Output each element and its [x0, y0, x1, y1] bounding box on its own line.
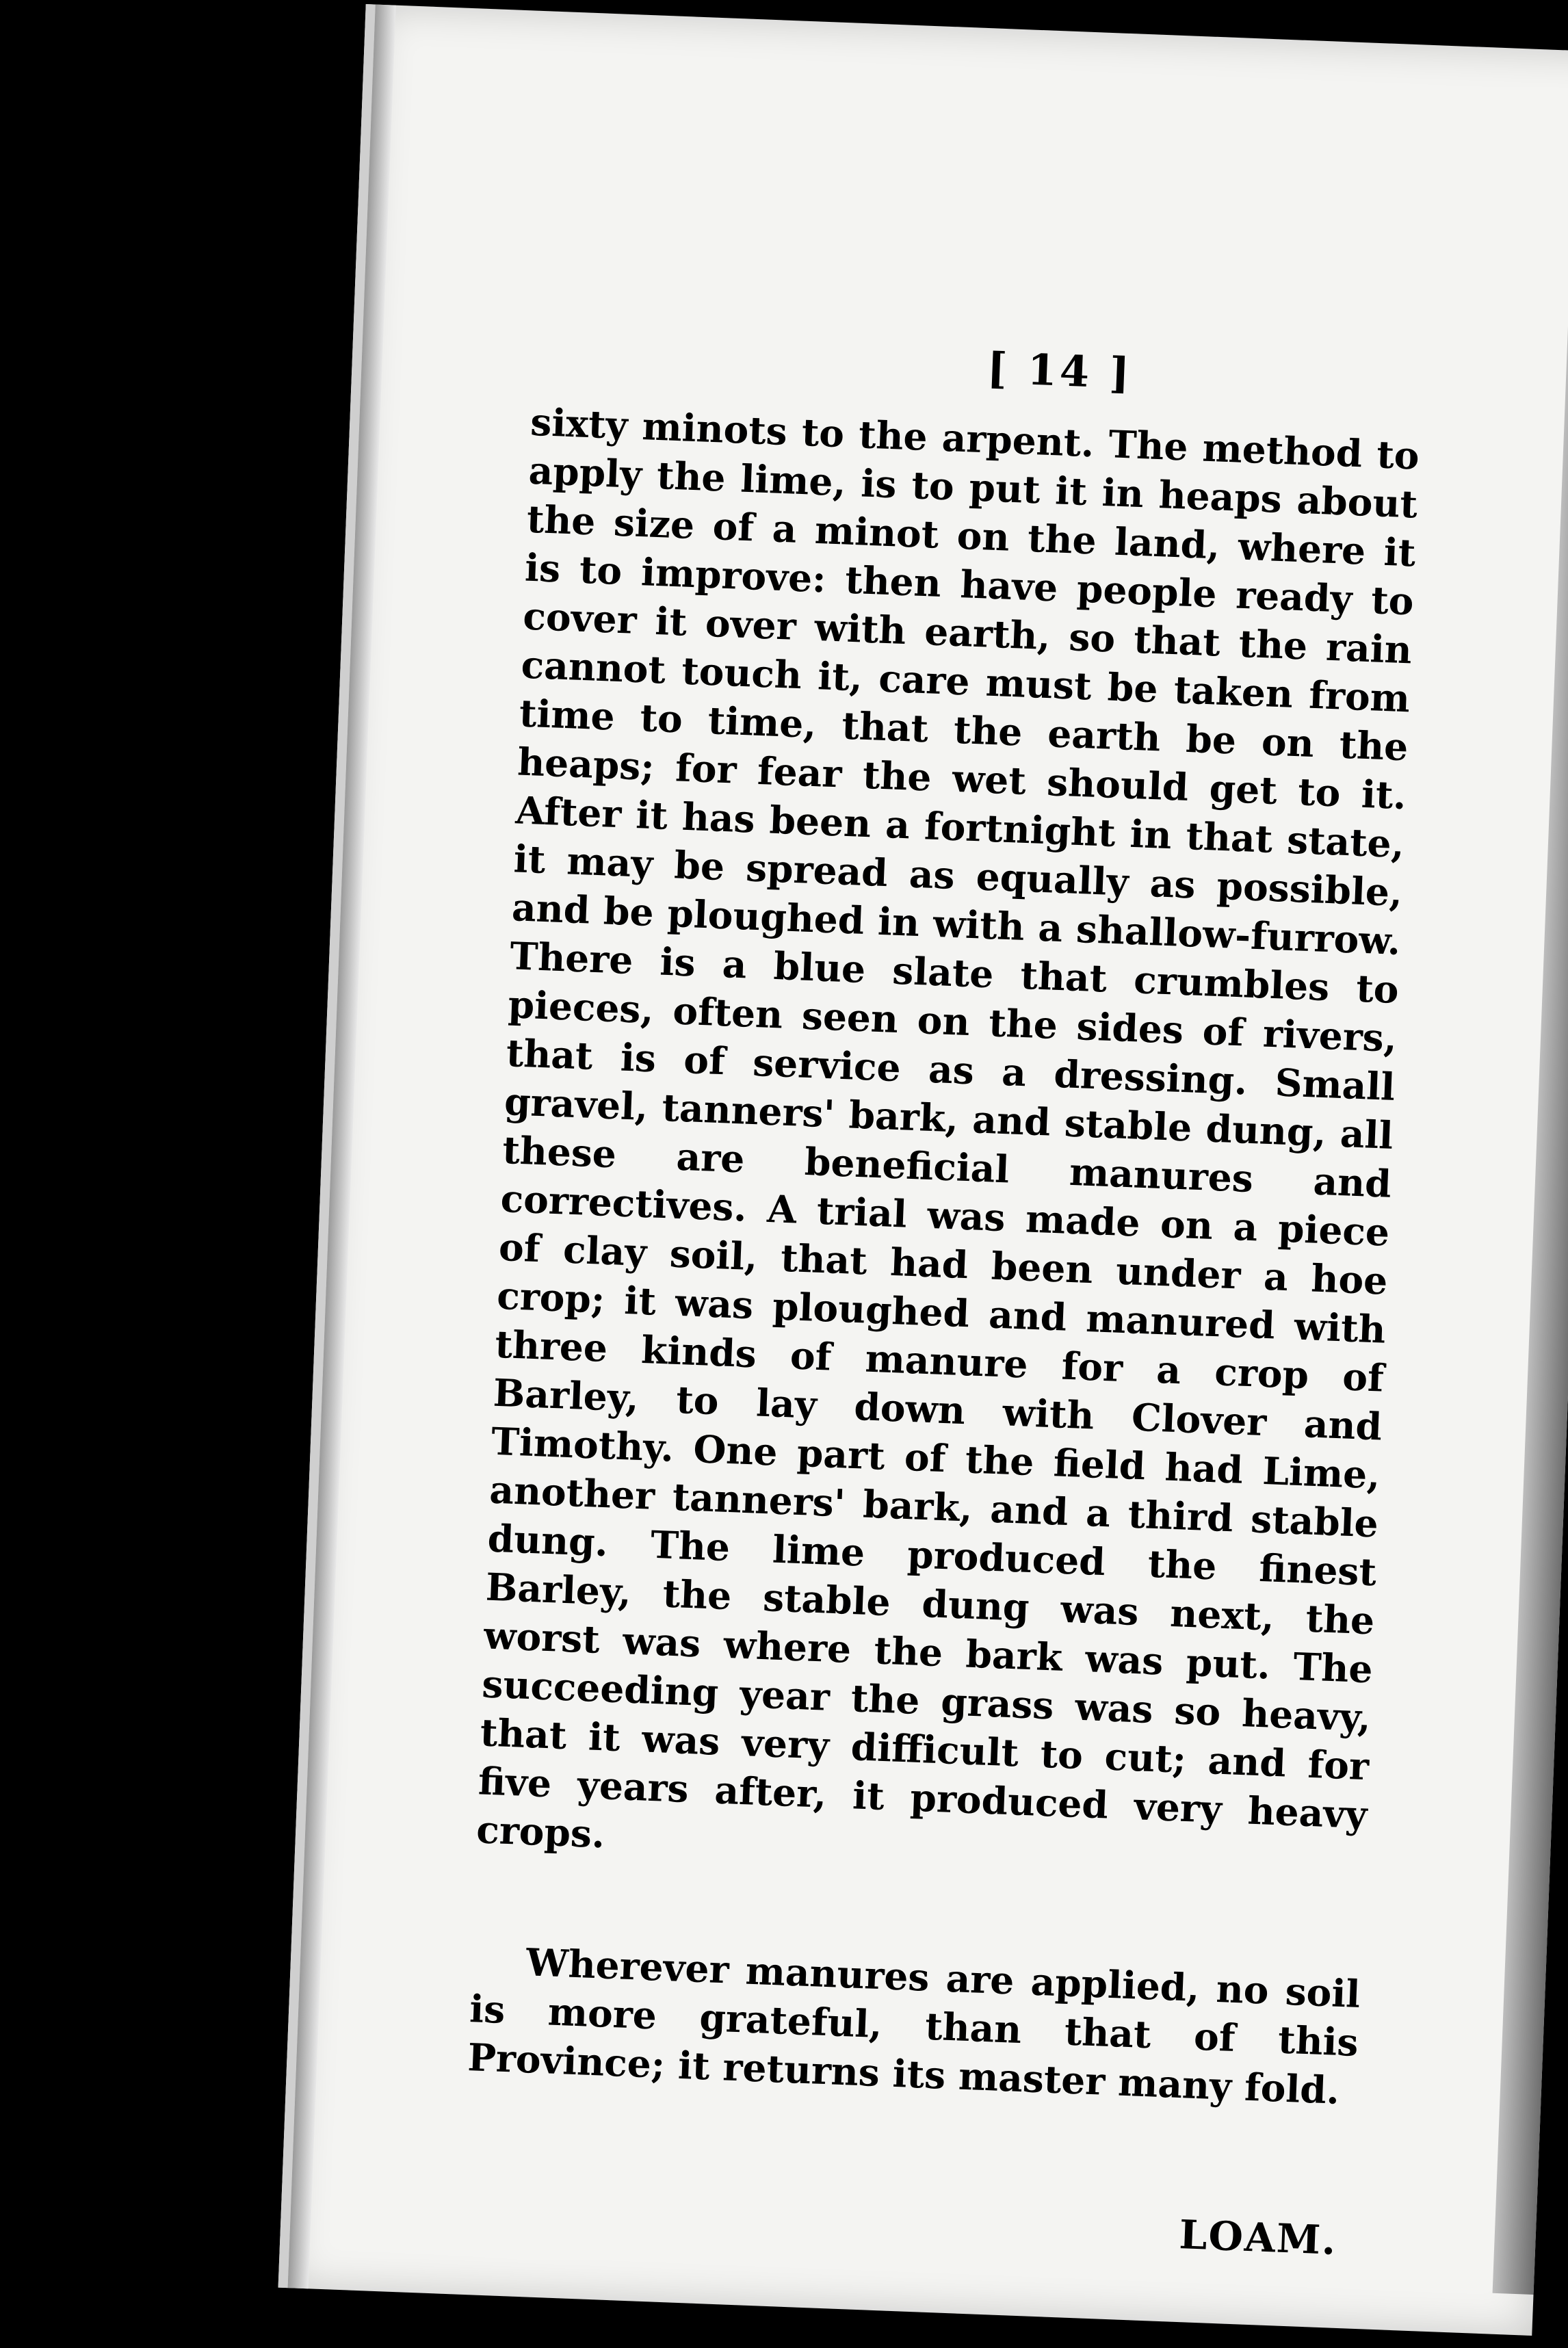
next-section-heading: LOAM.: [1178, 2211, 1338, 2264]
paragraph-1: sixty minots to the arpent. The method to apply the lime, is to put it in heaps about the size of a minot on the land, where it is to improve: then have people ready to cover it over with earth, so that the rain cannot touch it, care must be taken from time to time, that the earth be on the heaps; for fear the wet should get to it. After it has been a fortnight in that state, it may be spread as equally as possible, and be ploughed in with a shallow-furrow. There is a blue slate that crumbles to pieces, often seen on the sides of rivers, that is of service as a dressing. Small gravel, tanners' bark, and stable dung, all these are beneficial manures and correctives. A trial was made on a piece of clay soil, that had been under a hoe crop; it was ploughed and manured with three kinds of manure for a crop of Barley, to lay down with Clover and Timothy. One part of the field had Lime, another tanners' bark, and a third stable dung. The lime produced the finest Barley, the stable dung was next, the worst was where the bark was put. The succeeding year the grass was so heavy, that it was very difficult to cut; and for five years after, it produced very heavy crops.: [475, 399, 1420, 1857]
page-right-edge: [1493, 174, 1568, 2295]
page-left-edge: [288, 5, 396, 2289]
book-page: [278, 4, 1568, 2336]
page-content: [461, 326, 1423, 2265]
paragraph-2: Wherever manures are applied, no soil is more grateful, than that of this Province; it returns its master many fold.: [467, 1940, 1361, 2113]
page-number: [ 14 ]: [986, 343, 1134, 399]
